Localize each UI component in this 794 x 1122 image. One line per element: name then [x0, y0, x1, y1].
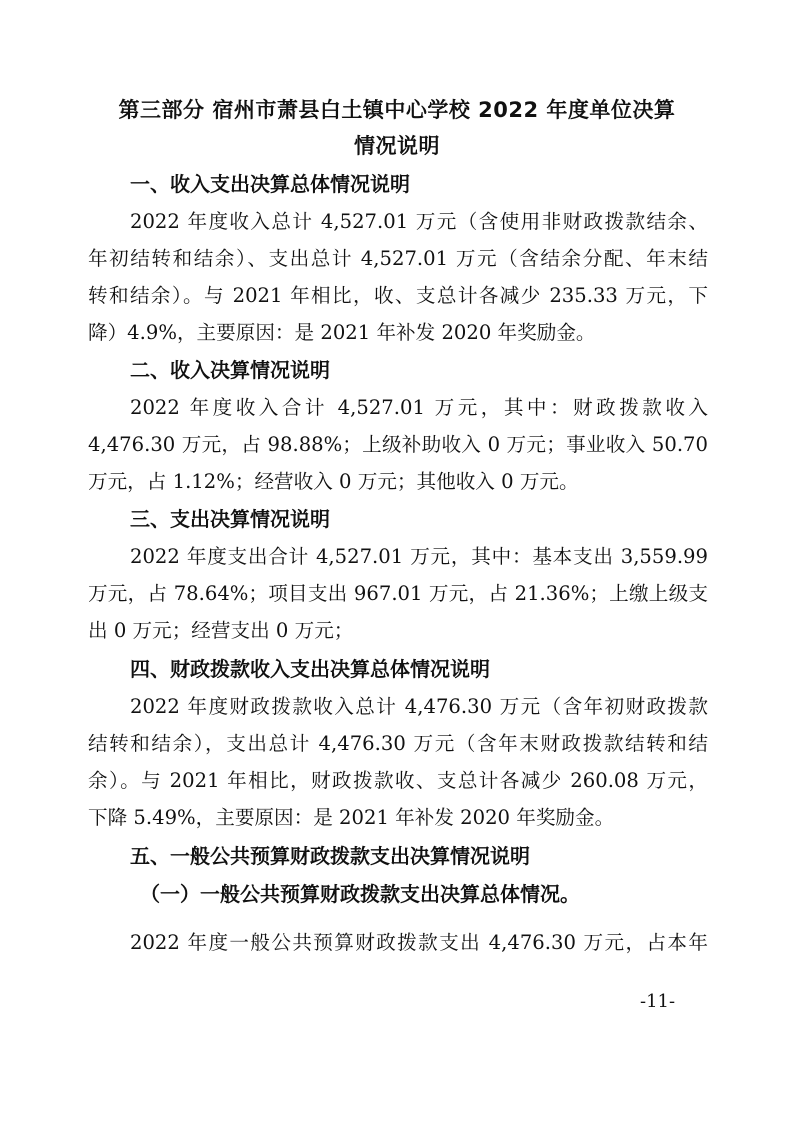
paragraph-line: 出 0 万元；经营支出 0 万元； [88, 619, 354, 642]
section-heading-4: 四、财政拨款收入支出决算总体情况说明 [130, 657, 490, 681]
paragraph-line: 下降 5.49%，主要原因：是 2021 年补发 2020 年奖励金。 [88, 806, 615, 829]
title-line-1: 第三部分 宿州市萧县白土镇中心学校 2022 年度单位决算 [118, 98, 676, 122]
section-5-subheading: （一）一般公共预算财政拨款支出决算总体情况。 [140, 882, 580, 906]
paragraph-line: 余）。与 2021 年相比，财政拨款收、支总计各减少 260.08 万元， [88, 769, 708, 792]
paragraph-line: 年初结转和结余）、支出总计 4,527.01 万元（含结余分配、年末结 [88, 247, 708, 270]
document-title [90, 92, 704, 164]
section-4-paragraph [88, 688, 708, 836]
section-2-paragraph [88, 389, 708, 500]
section-heading-1: 一、收入支出决算总体情况说明 [130, 172, 410, 196]
section-heading-2: 二、收入决算情况说明 [130, 358, 330, 382]
section-1-paragraph [88, 203, 708, 351]
paragraph-line: 万元，占 78.64%；项目支出 967.01 万元，占 21.36%；上缴上级支 [88, 582, 708, 605]
paragraph-line: 2022 年度财政拨款收入总计 4,476.30 万元（含年初财政拨款 [130, 695, 708, 718]
section-5-paragraph [88, 924, 708, 961]
paragraph-line: 结转和结余），支出总计 4,476.30 万元（含年末财政拨款结转和结 [88, 732, 708, 755]
paragraph-line: 万元，占 1.12%；经营收入 0 万元；其他收入 0 万元。 [88, 470, 579, 493]
paragraph-line: 转和结余）。与 2021 年相比，收、支总计各减少 235.33 万元，下 [88, 284, 708, 307]
paragraph-line: 2022 年度支出合计 4,527.01 万元，其中：基本支出 3,559.99 [130, 545, 708, 568]
page-number: -11- [640, 991, 676, 1012]
paragraph-line: 2022 年度一般公共预算财政拨款支出 4,476.30 万元，占本年 [130, 931, 708, 954]
section-3-paragraph [88, 538, 708, 649]
paragraph-line: 2022 年度收入合计 4,527.01 万元，其中：财政拨款收入 [130, 396, 708, 419]
section-heading-3: 三、支出决算情况说明 [130, 507, 330, 531]
title-line-2: 情况说明 [354, 134, 440, 158]
section-heading-5: 五、一般公共预算财政拨款支出决算情况说明 [130, 844, 530, 868]
paragraph-line: 4,476.30 万元，占 98.88%；上级补助收入 0 万元；事业收入 50.70 [88, 433, 708, 456]
paragraph-line: 降）4.9%，主要原因：是 2021 年补发 2020 年奖励金。 [88, 321, 596, 344]
paragraph-line: 2022 年度收入总计 4,527.01 万元（含使用非财政拨款结余、 [130, 210, 708, 233]
